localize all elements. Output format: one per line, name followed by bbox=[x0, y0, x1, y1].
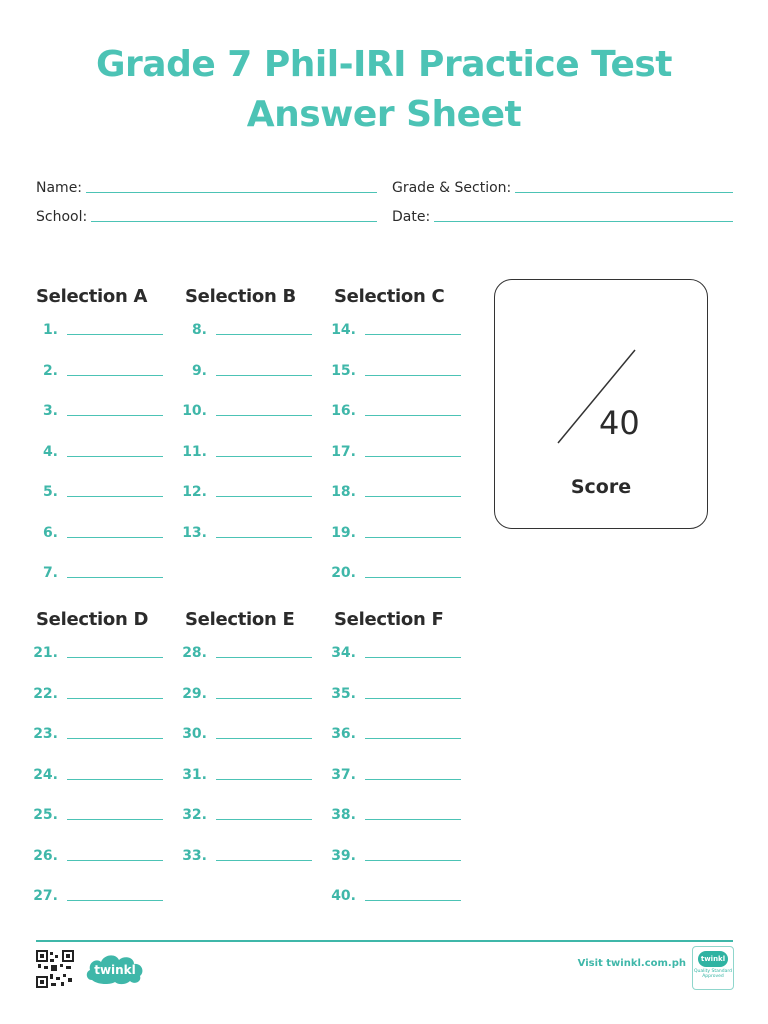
answer-blank[interactable] bbox=[67, 819, 163, 820]
answer-blank[interactable] bbox=[365, 738, 461, 739]
answer-blank[interactable] bbox=[365, 698, 461, 699]
answer-blank[interactable] bbox=[216, 415, 312, 416]
answer-item[interactable] bbox=[330, 641, 461, 661]
answer-blank[interactable] bbox=[365, 657, 461, 658]
answer-item[interactable] bbox=[32, 561, 163, 581]
answer-blank[interactable] bbox=[216, 537, 312, 538]
answer-item[interactable] bbox=[181, 399, 312, 419]
footer-divider bbox=[36, 940, 733, 942]
name-field[interactable] bbox=[36, 180, 377, 196]
answer-blank[interactable] bbox=[216, 698, 312, 699]
answer-item[interactable] bbox=[181, 359, 312, 379]
title-line-1: Grade 7 Phil-IRI Practice Test bbox=[95, 44, 672, 85]
answer-item[interactable] bbox=[330, 682, 461, 702]
answer-blank[interactable] bbox=[67, 537, 163, 538]
answer-number: 13. bbox=[182, 525, 207, 541]
answer-blank[interactable] bbox=[216, 375, 312, 376]
answer-item[interactable] bbox=[32, 844, 163, 864]
answer-item[interactable] bbox=[32, 722, 163, 742]
answer-blank[interactable] bbox=[216, 819, 312, 820]
answer-item[interactable] bbox=[330, 763, 461, 783]
answer-item[interactable] bbox=[330, 722, 461, 742]
answer-blank[interactable] bbox=[67, 860, 163, 861]
answer-item[interactable] bbox=[330, 803, 461, 823]
answer-number: 1. bbox=[42, 322, 58, 338]
answer-number: 8. bbox=[191, 322, 207, 338]
answer-blank[interactable] bbox=[365, 779, 461, 780]
badge-logo: twinkl bbox=[698, 951, 728, 967]
answer-number: 2. bbox=[42, 363, 58, 379]
answer-blank[interactable] bbox=[216, 657, 312, 658]
answer-number: 16. bbox=[331, 403, 356, 419]
answer-blank[interactable] bbox=[67, 577, 163, 578]
answer-blank[interactable] bbox=[365, 334, 461, 335]
answer-blank[interactable] bbox=[365, 900, 461, 901]
answer-blank[interactable] bbox=[67, 496, 163, 497]
answer-item[interactable] bbox=[330, 561, 461, 581]
answer-blank[interactable] bbox=[216, 779, 312, 780]
date-label: Date: bbox=[392, 209, 431, 225]
selection-heading: Selection D bbox=[36, 609, 149, 630]
logo-text: twinkl bbox=[94, 963, 136, 977]
selection-heading: Selection E bbox=[185, 609, 295, 630]
qr-code-icon[interactable] bbox=[36, 950, 74, 988]
answer-blank[interactable] bbox=[216, 496, 312, 497]
answer-number: 29. bbox=[182, 686, 207, 702]
answer-number: 37. bbox=[331, 767, 356, 783]
answer-blank[interactable] bbox=[67, 334, 163, 335]
answer-number: 33. bbox=[182, 848, 207, 864]
answer-item[interactable] bbox=[32, 763, 163, 783]
selection-heading: Selection B bbox=[185, 286, 296, 307]
answer-number: 40. bbox=[331, 888, 356, 904]
answer-number: 21. bbox=[33, 645, 58, 661]
answer-number: 20. bbox=[331, 565, 356, 581]
answer-item[interactable] bbox=[330, 399, 461, 419]
answer-item[interactable] bbox=[32, 521, 163, 541]
answer-blank[interactable] bbox=[365, 375, 461, 376]
answer-number: 35. bbox=[331, 686, 356, 702]
score-box bbox=[494, 279, 708, 529]
answer-item[interactable] bbox=[32, 641, 163, 661]
answer-item[interactable] bbox=[32, 399, 163, 419]
answer-item[interactable] bbox=[181, 682, 312, 702]
answer-blank[interactable] bbox=[67, 779, 163, 780]
answer-number: 25. bbox=[33, 807, 58, 823]
answer-blank[interactable] bbox=[67, 375, 163, 376]
date-field[interactable] bbox=[392, 209, 733, 225]
answer-number: 30. bbox=[182, 726, 207, 742]
selection-heading: Selection C bbox=[334, 286, 445, 307]
answer-item[interactable] bbox=[330, 521, 461, 541]
answer-number: 39. bbox=[331, 848, 356, 864]
answer-item[interactable] bbox=[181, 318, 312, 338]
grade-section-line[interactable] bbox=[515, 192, 733, 193]
answer-number: 38. bbox=[331, 807, 356, 823]
answer-blank[interactable] bbox=[365, 577, 461, 578]
answer-blank[interactable] bbox=[67, 415, 163, 416]
answer-blank[interactable] bbox=[216, 860, 312, 861]
score-label: Score bbox=[570, 476, 632, 498]
twinkl-logo[interactable] bbox=[84, 950, 146, 986]
answer-item[interactable] bbox=[330, 480, 461, 500]
answer-item[interactable] bbox=[32, 682, 163, 702]
answer-blank[interactable] bbox=[365, 456, 461, 457]
answer-blank[interactable] bbox=[67, 738, 163, 739]
answer-blank[interactable] bbox=[216, 456, 312, 457]
answer-number: 32. bbox=[182, 807, 207, 823]
answer-blank[interactable] bbox=[365, 860, 461, 861]
answer-blank[interactable] bbox=[67, 698, 163, 699]
answer-number: 22. bbox=[33, 686, 58, 702]
school-label: School: bbox=[36, 209, 88, 225]
answer-item[interactable] bbox=[32, 480, 163, 500]
answer-item[interactable] bbox=[181, 844, 312, 864]
answer-number: 12. bbox=[182, 484, 207, 500]
answer-number: 26. bbox=[33, 848, 58, 864]
selection-heading: Selection A bbox=[36, 286, 148, 307]
answer-item[interactable] bbox=[330, 844, 461, 864]
name-label: Name: bbox=[36, 180, 83, 196]
answer-item[interactable] bbox=[181, 722, 312, 742]
answer-number: 9. bbox=[191, 363, 207, 379]
answer-blank[interactable] bbox=[365, 415, 461, 416]
answer-item[interactable] bbox=[32, 318, 163, 338]
answer-blank[interactable] bbox=[365, 496, 461, 497]
answer-blank[interactable] bbox=[365, 819, 461, 820]
answer-item[interactable] bbox=[330, 318, 461, 338]
answer-number: 27. bbox=[33, 888, 58, 904]
answer-number: 24. bbox=[33, 767, 58, 783]
name-line[interactable] bbox=[86, 192, 377, 193]
score-total: 40 bbox=[599, 404, 640, 442]
answer-number: 6. bbox=[42, 525, 58, 541]
answer-number: 17. bbox=[331, 444, 356, 460]
answer-blank[interactable] bbox=[216, 738, 312, 739]
answer-item[interactable] bbox=[32, 440, 163, 460]
school-field[interactable] bbox=[36, 209, 377, 225]
answer-item[interactable] bbox=[181, 521, 312, 541]
answer-number: 36. bbox=[331, 726, 356, 742]
grade-section-label: Grade & Section: bbox=[392, 180, 512, 196]
answer-blank[interactable] bbox=[67, 657, 163, 658]
selection-heading: Selection F bbox=[334, 609, 444, 630]
answer-blank[interactable] bbox=[67, 456, 163, 457]
answer-blank[interactable] bbox=[365, 537, 461, 538]
answer-item[interactable] bbox=[330, 440, 461, 460]
answer-number: 15. bbox=[331, 363, 356, 379]
visit-link[interactable]: Visit twinkl.com.ph bbox=[577, 958, 686, 969]
answer-number: 19. bbox=[331, 525, 356, 541]
answer-item[interactable] bbox=[181, 641, 312, 661]
answer-number: 5. bbox=[42, 484, 58, 500]
school-line[interactable] bbox=[91, 221, 377, 222]
answer-number: 31. bbox=[182, 767, 207, 783]
grade-section-field[interactable] bbox=[392, 180, 733, 196]
date-line[interactable] bbox=[434, 221, 733, 222]
answer-number: 11. bbox=[182, 444, 207, 460]
answer-number: 7. bbox=[42, 565, 58, 581]
quality-badge bbox=[692, 946, 734, 990]
answer-item[interactable] bbox=[32, 359, 163, 379]
answer-item[interactable] bbox=[181, 440, 312, 460]
answer-item[interactable] bbox=[181, 803, 312, 823]
answer-number: 3. bbox=[42, 403, 58, 419]
title-line-2: Answer Sheet bbox=[246, 94, 522, 135]
answer-blank[interactable] bbox=[216, 334, 312, 335]
answer-number: 23. bbox=[33, 726, 58, 742]
page-title bbox=[0, 40, 768, 140]
answer-item[interactable] bbox=[330, 884, 461, 904]
answer-number: 10. bbox=[182, 403, 207, 419]
answer-item[interactable] bbox=[32, 803, 163, 823]
answer-item[interactable] bbox=[32, 884, 163, 904]
answer-number: 28. bbox=[182, 645, 207, 661]
answer-blank[interactable] bbox=[67, 900, 163, 901]
answer-number: 4. bbox=[42, 444, 58, 460]
answer-item[interactable] bbox=[181, 480, 312, 500]
answer-number: 18. bbox=[331, 484, 356, 500]
answer-item[interactable] bbox=[181, 763, 312, 783]
answer-number: 34. bbox=[331, 645, 356, 661]
badge-text: Quality Standard Approved bbox=[694, 969, 732, 979]
answer-item[interactable] bbox=[330, 359, 461, 379]
answer-number: 14. bbox=[331, 322, 356, 338]
